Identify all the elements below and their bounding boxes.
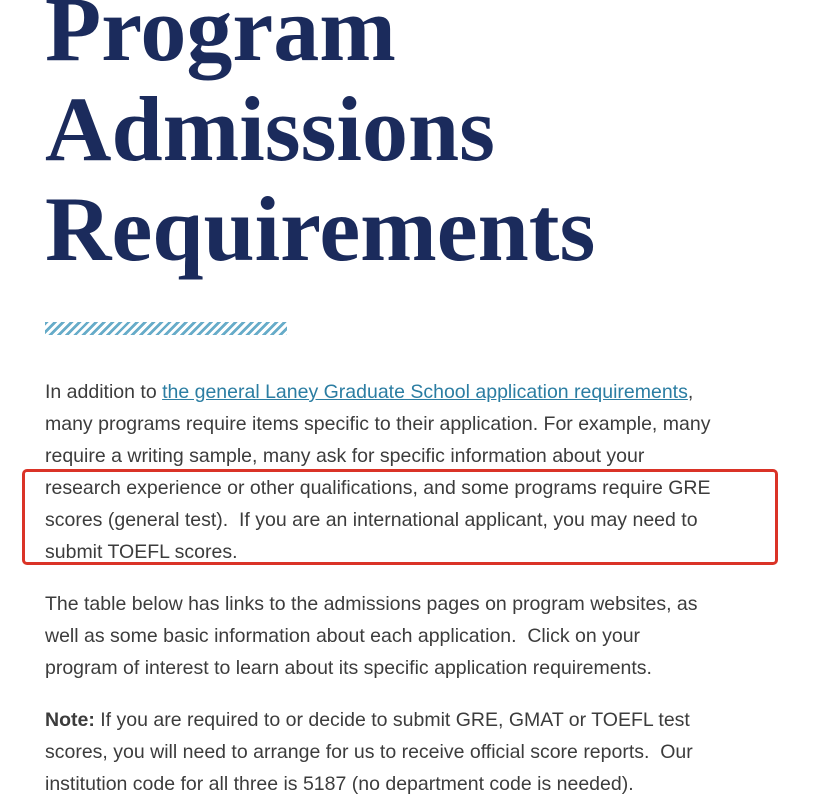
intro-line-3: require a writing sample, many ask for specific information about your — [45, 445, 645, 467]
page-title — [45, 0, 776, 279]
highlighted-line-1: research experience or other qualifications, and some programs require GRE — [45, 477, 711, 499]
hatched-divider — [45, 322, 287, 335]
note-label: Note: — [45, 709, 95, 731]
page-title-line-2: Admissions — [45, 78, 495, 180]
general-application-requirements-link[interactable]: the general Laney Graduate School application requirements — [162, 381, 688, 403]
intro-line-2: many programs require items specific to their application. For example, many — [45, 413, 711, 435]
intro-text-after-link: , — [687, 381, 694, 403]
paragraph-table-info — [45, 588, 776, 684]
page-title-line-1: Program — [45, 0, 396, 80]
paragraph-intro — [45, 376, 776, 568]
table-info-line-2: well as some basic information about each application. Click on your — [45, 625, 641, 647]
highlighted-text-region — [45, 472, 776, 568]
intro-line-1 — [45, 376, 776, 408]
table-info-line-3: program of interest to learn about its specific application requirements. — [45, 657, 652, 679]
table-info-line-1: The table below has links to the admissions pages on program websites, as — [45, 593, 698, 615]
note-line-1 — [45, 704, 776, 736]
note-line-2: scores, you will need to arrange for us to receive official score reports. Our — [45, 741, 693, 763]
intro-text-before-link: In addition to — [45, 381, 163, 403]
note-line-1-text: If you are required to or decide to submit GRE, GMAT or TOEFL test — [94, 709, 690, 731]
paragraph-note — [45, 704, 776, 800]
highlighted-line-2: scores (general test). If you are an international applicant, you may need to — [45, 509, 698, 531]
highlighted-line-3: submit TOEFL scores. — [45, 541, 238, 563]
note-line-3: institution code for all three is 5187 (no department code is needed). — [45, 773, 634, 795]
page-title-line-3: Requirements — [45, 178, 596, 280]
